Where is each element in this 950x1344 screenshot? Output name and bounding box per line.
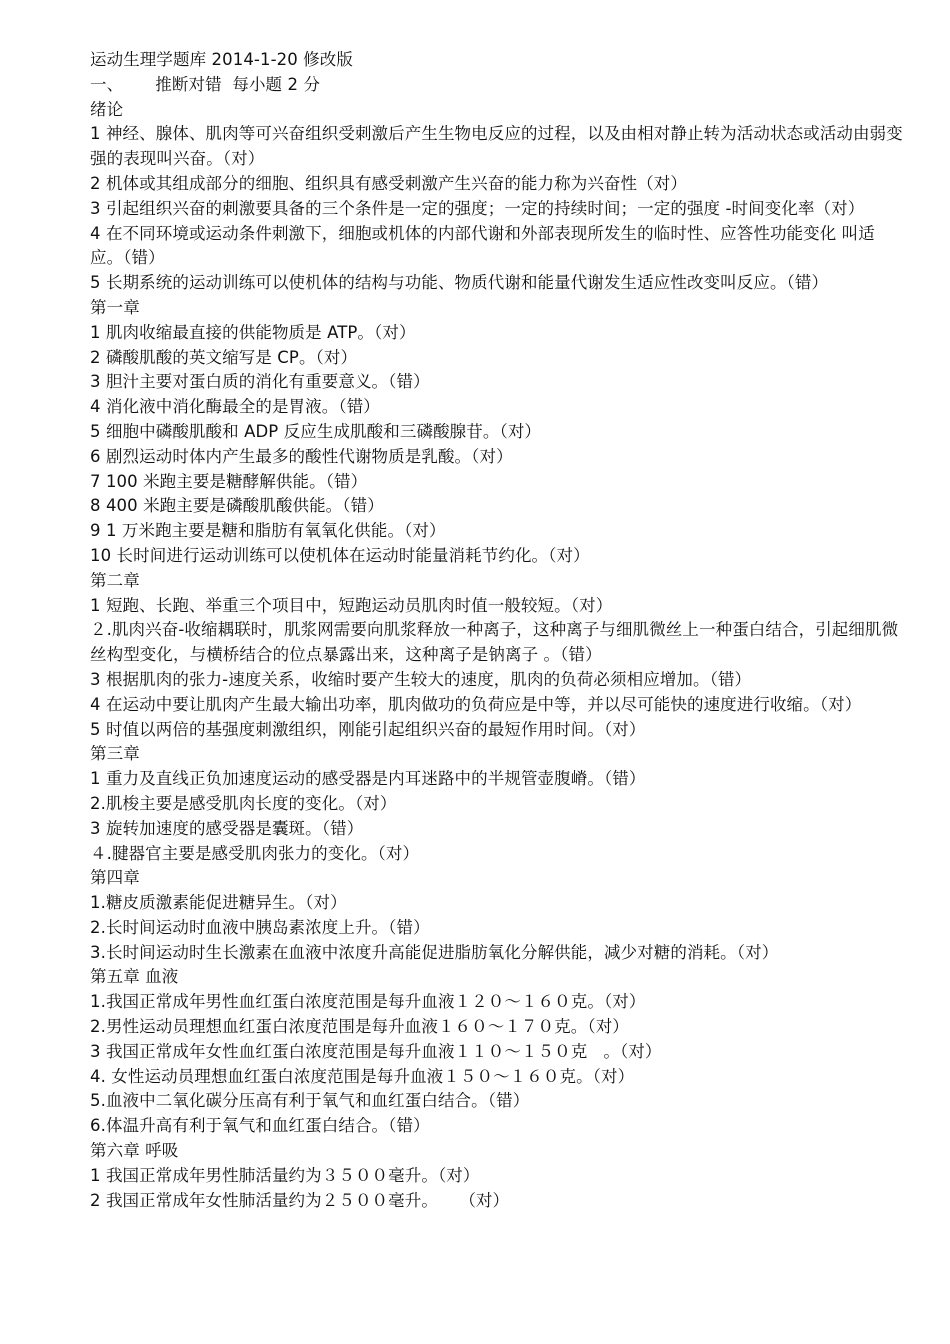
chapter-heading-1: 第一章 xyxy=(90,297,140,317)
question-item: 10 长时间进行运动训练可以使机体在运动时能量消耗节约化。（对） xyxy=(90,545,590,565)
section-heading: 一、 推断对错 每小题 2 分 xyxy=(90,74,321,94)
question-item: 3.长时间运动时生长激素在血液中浓度升高能促进脂肪氧化分解供能，减少对糖的消耗。（对） xyxy=(90,942,779,962)
question-item: 3 引起组织兴奋的刺激要具备的三个条件是一定的强度；一定的持续时间；一定的强度 -时间变化率（对） xyxy=(90,198,865,218)
question-item: 8 400 米跑主要是磷酸肌酸供能。（错） xyxy=(90,496,384,516)
question-item: 9 1 万米跑主要是糖和脂肪有氧氧化供能。（对） xyxy=(90,521,446,541)
question-item: 7 100 米跑主要是糖酵解供能。（错） xyxy=(90,471,368,491)
question-item: 3 胆汁主要对蛋白质的消化有重要意义。（错） xyxy=(90,372,430,392)
question-item: 1 我国正常成年男性肺活量约为３５００毫升。（对） xyxy=(90,1165,480,1185)
question-item: 4. 女性运动员理想血红蛋白浓度范围是每升血液１５０～１６０克。（对） xyxy=(90,1066,635,1086)
question-item: 6.体温升高有利于氧气和血红蛋白结合。（错） xyxy=(90,1116,430,1136)
question-item: 3 根据肌肉的张力-速度关系，收缩时要产生较大的速度，肌肉的负荷必须相应增加。（错） xyxy=(90,669,752,689)
question-item: 4 在不同环境或运动条件刺激下，细胞或机体的内部代谢和外部表现所发生的临时性、应答性功能变化 叫适应。（错） xyxy=(90,223,875,268)
question-item: 2.肌梭主要是感受肌肉长度的变化。（对） xyxy=(90,793,397,813)
question-item: 1 重力及直线正负加速度运动的感受器是内耳迷路中的半规管壶腹嵴。（错） xyxy=(90,769,646,789)
question-item: 1 神经、腺体、肌肉等可兴奋组织受刺激后产生生物电反应的过程，以及由相对静止转为活动状态或活动由弱变强的表现叫兴奋。（对） xyxy=(90,124,903,169)
question-item: 2 磷酸肌酸的英文缩写是 CP。（对） xyxy=(90,347,358,367)
question-item: 2.长时间运动时血液中胰岛素浓度上升。（错） xyxy=(90,917,430,937)
question-item: 4 在运动中要让肌肉产生最大输出功率，肌肉做功的负荷应是中等，并以尽可能快的速度进行收缩。（对） xyxy=(90,694,862,714)
question-item: 5.血液中二氧化碳分压高有利于氧气和血红蛋白结合。（错） xyxy=(90,1091,530,1111)
question-item: 3 旋转加速度的感受器是囊斑。（错） xyxy=(90,818,364,838)
doc-title: 运动生理学题库 2014-1-20 修改版 xyxy=(90,50,353,69)
question-item: 5 时值以两倍的基强度刺激组织，刚能引起组织兴奋的最短作用时间。（对） xyxy=(90,719,646,739)
question-item: 6 剧烈运动时体内产生最多的酸性代谢物质是乳酸。（对） xyxy=(90,446,513,466)
question-item: 3 我国正常成年女性血红蛋白浓度范围是每升血液１１０～１５０克 。（对） xyxy=(90,1041,662,1061)
question-item: 1 短跑、长跑、举重三个项目中，短跑运动员肌肉时值一般较短。（对） xyxy=(90,595,613,615)
chapter-heading-5: 第五章 血液 xyxy=(90,967,179,987)
document-page xyxy=(90,48,908,1213)
chapter-heading-3: 第三章 xyxy=(90,744,140,764)
chapter-heading-4: 第四章 xyxy=(90,868,140,888)
question-item: 2 我国正常成年女性肺活量约为２５００毫升。 （对） xyxy=(90,1190,510,1210)
question-item: ４.腱器官主要是感受肌肉张力的变化。（对） xyxy=(90,843,420,863)
question-item: 1.我国正常成年男性血红蛋白浓度范围是每升血液１２０～１６０克。（对） xyxy=(90,992,646,1012)
question-item: 5 细胞中磷酸肌酸和 ADP 反应生成肌酸和三磷酸腺苷。（对） xyxy=(90,421,542,441)
question-item: 2.男性运动员理想血红蛋白浓度范围是每升血液１６０～１７０克。（对） xyxy=(90,1017,629,1037)
question-item: 5 长期系统的运动训练可以使机体的结构与功能、物质代谢和能量代谢发生适应性改变叫反应。（错） xyxy=(90,273,829,293)
chapter-heading-6: 第六章 呼吸 xyxy=(90,1141,179,1161)
question-item: 4 消化液中消化酶最全的是胃液。（错） xyxy=(90,397,380,417)
chapter-heading-2: 第二章 xyxy=(90,570,140,590)
question-item: 1.糖皮质激素能促进糖异生。（对） xyxy=(90,893,347,913)
question-item: 2 机体或其组成部分的细胞、组织具有感受刺激产生兴奋的能力称为兴奋性（对） xyxy=(90,173,687,193)
question-item: 1 肌肉收缩最直接的供能物质是 ATP。（对） xyxy=(90,322,416,342)
chapter-heading-intro: 绪论 xyxy=(90,99,124,119)
question-item: ２.肌肉兴奋-收缩耦联时，肌浆网需要向肌浆释放一种离子，这种离子与细肌微丝上一种蛋白结合，引起细肌微丝构型变化，与横桥结合的位点暴露出来，这种离子是钠离子 。（错） xyxy=(90,620,899,665)
